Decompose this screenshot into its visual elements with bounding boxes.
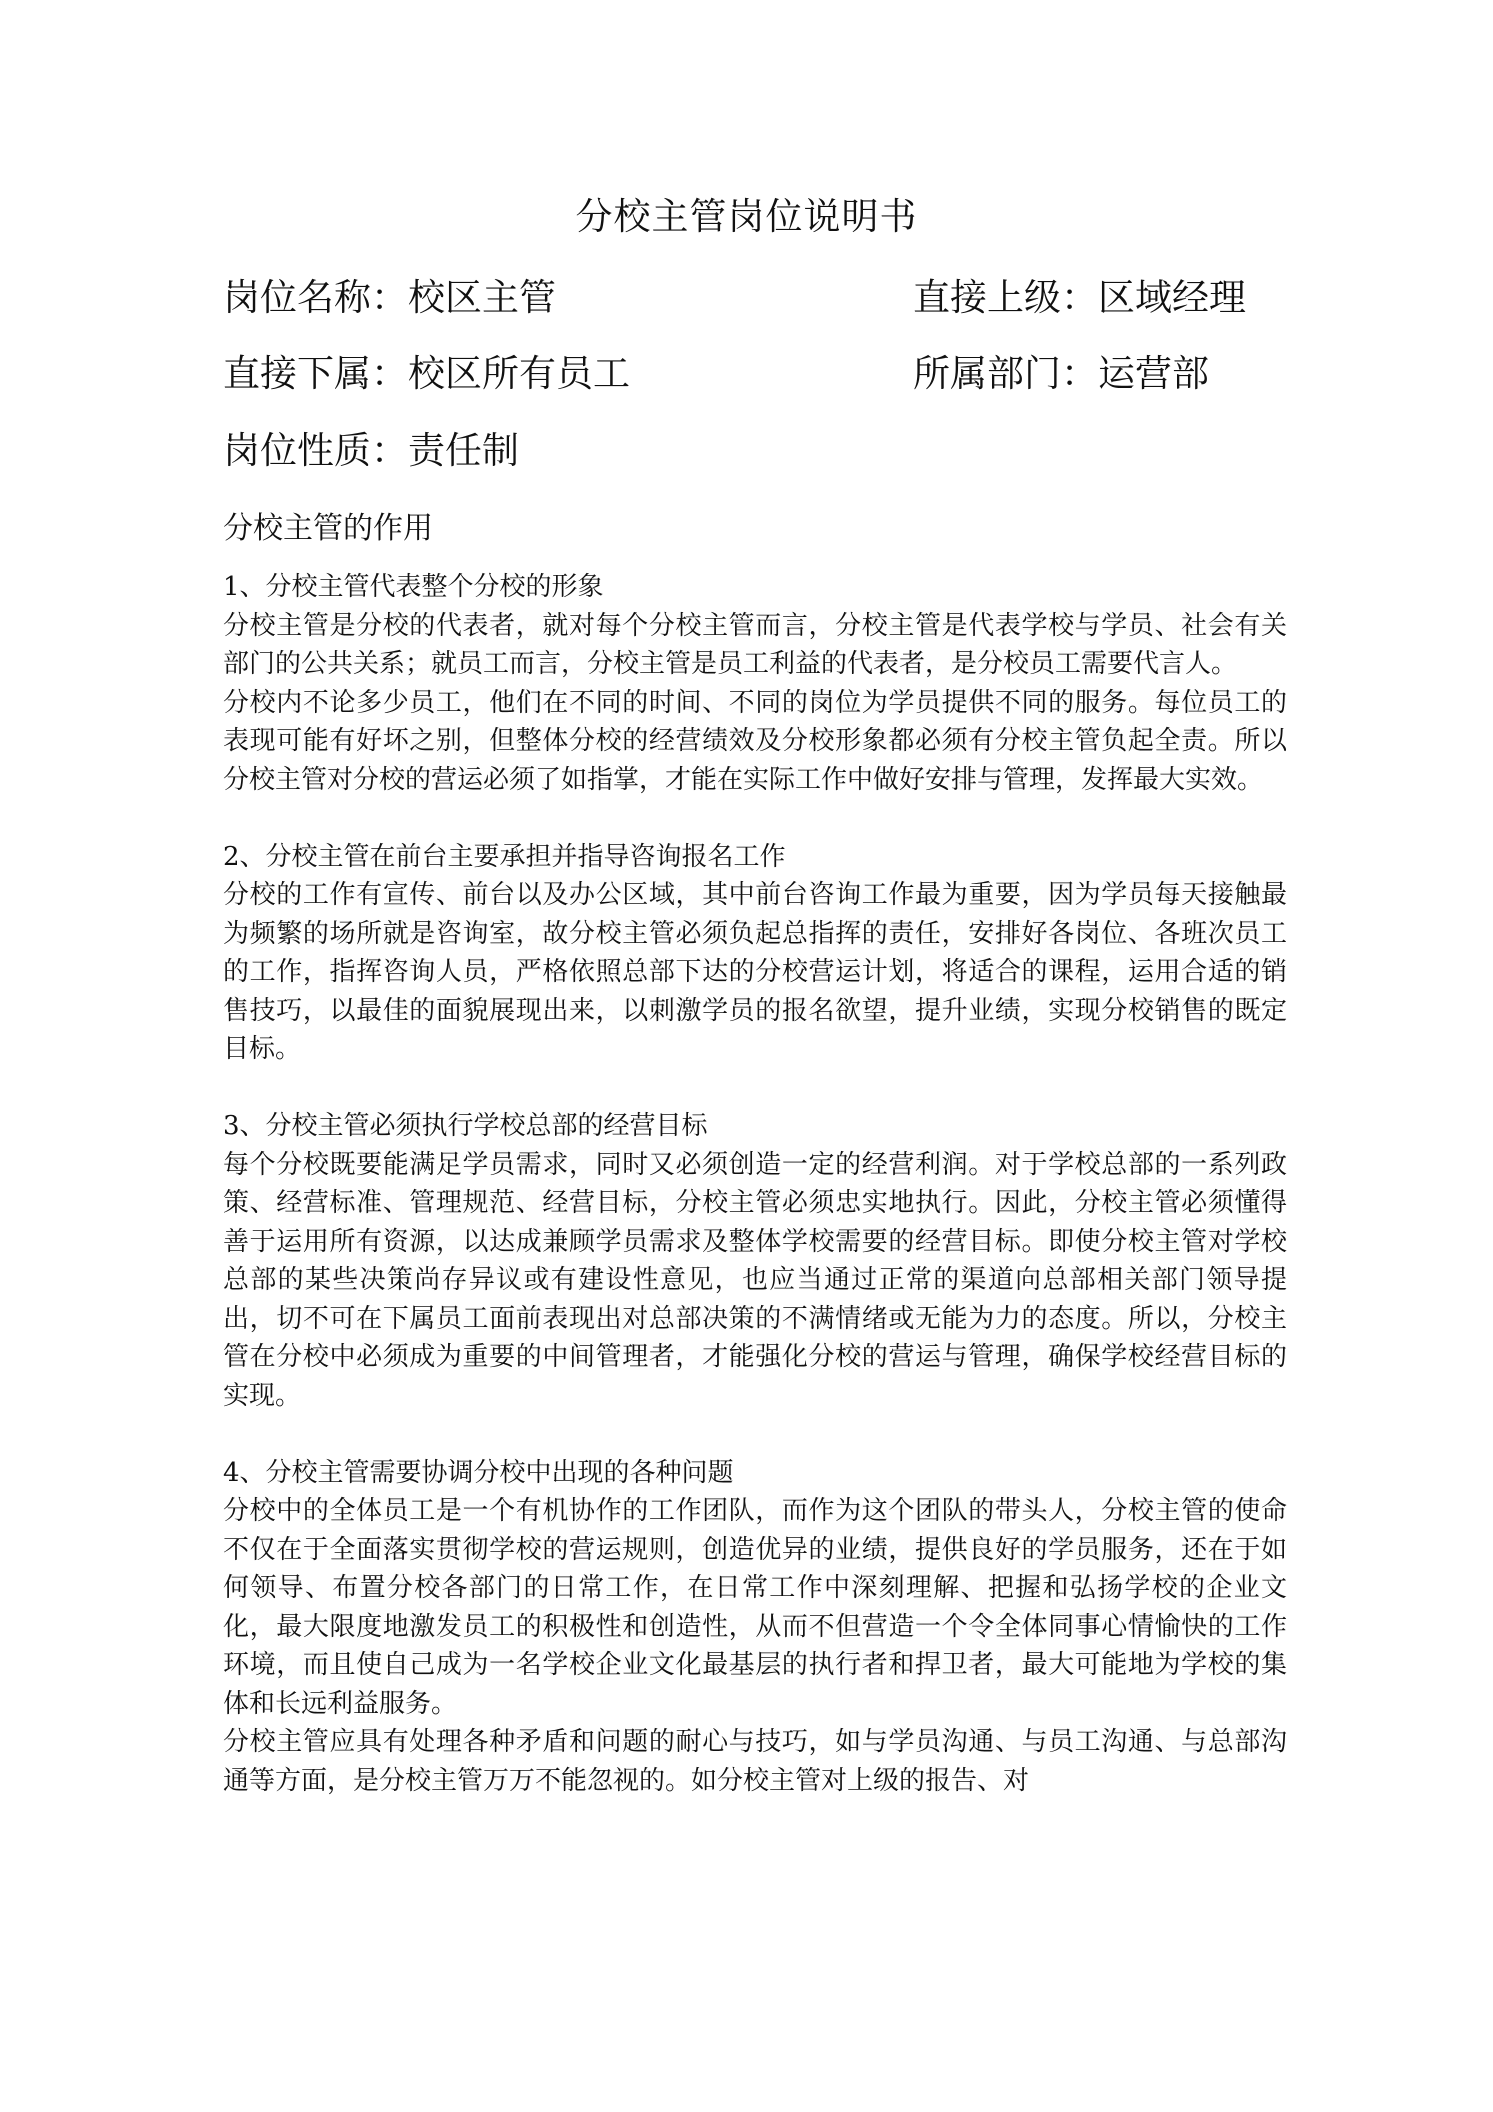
info-row-2: [223, 346, 1283, 402]
item-paragraph: 分校内不论多少员工，他们在不同的时间、不同的岗位为学员提供不同的服务。每位员工的表现可能有好坏之别，但整体分校的经营绩效及分校形象都必须有分校主管负起全责。所以分校主管对分校的营运必须了如指掌，才能在实际工作中做好安排与管理，发挥最大实效。: [223, 687, 1287, 795]
item-title: 2、分校主管在前台主要承担并指导咨询报名工作: [223, 841, 786, 872]
direct-superior: 直接上级：区域经理: [913, 276, 1246, 319]
item-paragraph: 分校主管是分校的代表者，就对每个分校主管而言，分校主管是代表学校与学员、社会有关部门的公共关系；就员工而言，分校主管是员工利益的代表者，是分校员工需要代言人。: [223, 610, 1287, 679]
role-item-2: [223, 838, 1287, 1069]
position-name: 岗位名称：校区主管: [223, 276, 556, 319]
document-title: 分校主管岗位说明书: [575, 195, 918, 238]
document-body: [223, 568, 1287, 1839]
item-paragraph: 每个分校既要能满足学员需求，同时又必须创造一定的经营利润。对于学校总部的一系列政策、经营标准、管理规范、经营目标，分校主管必须忠实地执行。因此，分校主管必须懂得善于运用所有资源，以达成兼顾学员需求及整体学校需要的经营目标。即使分校主管对学校总部的某些决策尚存异议或有建设性意见，也应当通过正常的渠道向总部相关部门领导提出，切不可在下属员工面前表现出对总部决策的不满情绪或无能为力的态度。所以，分校主管在分校中必须成为重要的中间管理者，才能强化分校的营运与管理，确保学校经营目标的实现。: [223, 1149, 1287, 1411]
item-title: 1、分校主管代表整个分校的形象: [223, 572, 604, 602]
direct-subordinates: 直接下属：校区所有员工: [223, 352, 630, 395]
info-row-3: [223, 423, 1283, 479]
item-title: 3、分校主管必须执行学校总部的经营目标: [223, 1111, 708, 1141]
section-heading: 分校主管的作用: [223, 511, 433, 546]
item-paragraph: 分校中的全体员工是一个有机协作的工作团队，而作为这个团队的带头人，分校主管的使命不仅在于全面落实贯彻学校的营运规则，创造优异的业绩，提供良好的学员服务，还在于如何领导、布置分校各部门的日常工作，在日常工作中深刻理解、把握和弘扬学校的企业文化，最大限度地激发员工的积极性和创造性，从而不但营造一个令全体同事心情愉快的工作环境，而且使自己成为一名学校企业文化最基层的执行者和捍卫者，最大可能地为学校的集体和长远利益服务。: [223, 1496, 1287, 1719]
item-title: 4、分校主管需要协调分校中出现的各种问题: [223, 1457, 734, 1488]
role-item-3: [223, 1107, 1287, 1415]
position-nature: 岗位性质：责任制: [223, 429, 519, 472]
department: 所属部门：运营部: [913, 352, 1209, 395]
role-item-1: [223, 568, 1287, 799]
info-row-1: [223, 270, 1283, 326]
item-paragraph: 分校主管应具有处理各种矛盾和问题的耐心与技巧，如与学员沟通、与员工沟通、与总部沟通等方面，是分校主管万万不能忽视的。如分校主管对上级的报告、对: [223, 1727, 1287, 1796]
item-paragraph: 分校的工作有宣传、前台以及办公区域，其中前台咨询工作最为重要，因为学员每天接触最为频繁的场所就是咨询室，故分校主管必须负起总指挥的责任，安排好各岗位、各班次员工的工作，指挥咨询人员，严格依照总部下达的分校营运计划，将适合的课程，运用合适的销售技巧，以最佳的面貌展现出来，以刺激学员的报名欲望，提升业绩，实现分校销售的既定目标。: [223, 880, 1287, 1064]
role-item-4: [223, 1454, 1287, 1801]
